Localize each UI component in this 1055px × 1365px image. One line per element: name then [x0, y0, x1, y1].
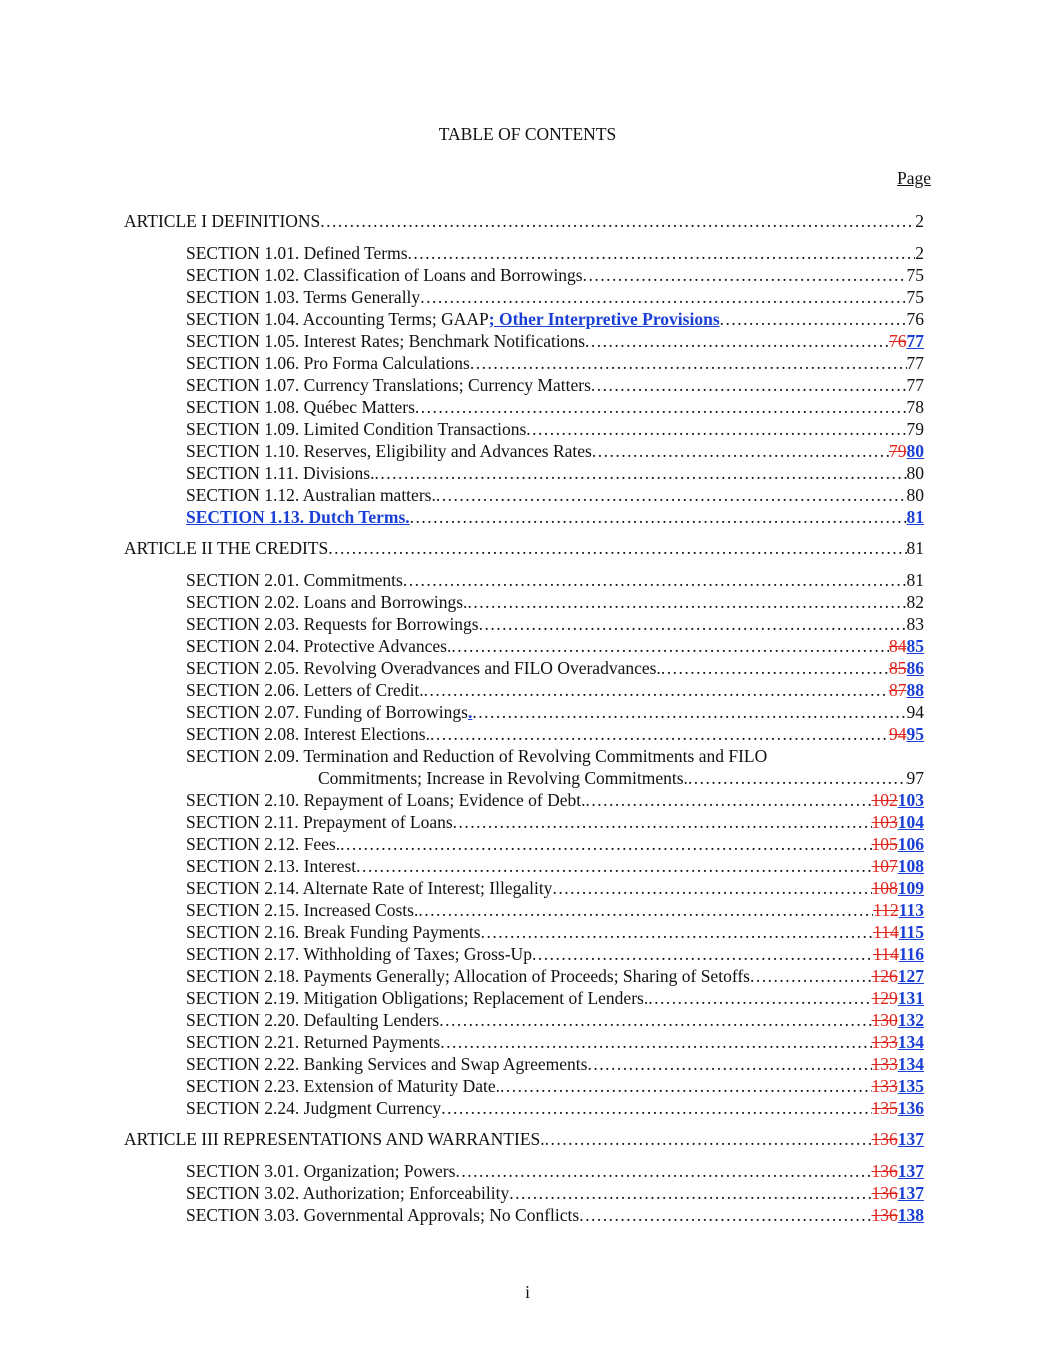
dot-leader — [470, 352, 907, 374]
toc-entry-section-1-01[interactable] — [186, 242, 924, 264]
entry-title: SECTION 1.01. Defined Terms — [186, 243, 408, 263]
toc-entry-section-3-02[interactable] — [186, 1182, 924, 1204]
toc-entry-section-2-24[interactable] — [186, 1097, 924, 1119]
page-number: 75 — [906, 287, 924, 307]
deleted-page-number: 136 — [871, 1161, 898, 1181]
inserted-page-number: 137 — [897, 1183, 924, 1203]
toc-entry-section-2-22[interactable] — [186, 1053, 924, 1075]
entry-title: SECTION 2.13. Interest — [186, 856, 357, 876]
entry-title: SECTION 2.06. Letters of Credit. — [186, 680, 424, 700]
entry-title: SECTION 1.11. Divisions. — [186, 463, 375, 483]
toc-entry-section-3-01[interactable] — [186, 1160, 924, 1182]
toc-entry-section-2-15[interactable] — [186, 899, 924, 921]
page-number: 81 — [906, 538, 924, 558]
entry-title: SECTION 1.13. Dutch Terms. — [186, 507, 410, 527]
dot-leader — [420, 286, 906, 308]
toc-entry-section-1-11[interactable] — [186, 462, 924, 484]
page-number: 81 — [906, 507, 924, 527]
dot-leader — [592, 440, 889, 462]
toc-entry-section-2-13[interactable] — [186, 855, 924, 877]
dot-leader — [436, 484, 907, 506]
entry-title: SECTION 2.12. Fees. — [186, 834, 341, 854]
toc-entry-section-1-09[interactable] — [186, 418, 924, 440]
dot-leader — [415, 396, 907, 418]
toc-entry-section-2-11[interactable] — [186, 811, 924, 833]
deleted-page-number: 105 — [871, 834, 898, 854]
inserted-page-number: 127 — [897, 966, 924, 986]
entry-title-continued: Commitments; Increase in Revolving Commitments. — [318, 768, 688, 788]
page-number: 97 — [906, 768, 924, 788]
entry-title: SECTION 2.01. Commitments — [186, 570, 403, 590]
toc-entry-article-1[interactable] — [124, 210, 924, 232]
entry-title: SECTION 1.02. Classification of Loans and Borrowings — [186, 265, 583, 285]
page-number: 81 — [906, 570, 924, 590]
entry-title: SECTION 2.05. Revolving Overadvances and FILO Overadvances. — [186, 658, 661, 678]
inserted-page-number: 134 — [897, 1054, 924, 1074]
toc-entry-article-3[interactable] — [124, 1128, 924, 1150]
toc-entry-section-2-19[interactable] — [186, 987, 924, 1009]
toc-entry-section-1-04[interactable] — [186, 308, 924, 330]
dot-leader — [552, 877, 871, 899]
dot-leader — [481, 921, 874, 943]
entry-title: SECTION 1.04. Accounting Terms; GAAP — [186, 309, 489, 329]
deleted-page-number: 136 — [871, 1183, 898, 1203]
entry-title: SECTION 2.11. Prepayment of Loans — [186, 812, 453, 832]
dot-leader — [585, 330, 889, 352]
toc-entry-section-2-05[interactable] — [186, 657, 924, 679]
dot-leader — [467, 591, 906, 613]
inserted-page-number: 106 — [897, 834, 924, 854]
toc-entry-section-2-12[interactable] — [186, 833, 924, 855]
entry-title: SECTION 2.17. Withholding of Taxes; Gross-Up — [186, 944, 532, 964]
dot-leader — [583, 264, 907, 286]
dot-leader — [579, 1204, 871, 1226]
page-number: 2 — [915, 243, 924, 263]
page-number: 94 — [906, 702, 924, 722]
dot-leader — [441, 1097, 871, 1119]
deleted-page-number: 94 — [889, 724, 907, 744]
deleted-page-number: 85 — [889, 658, 907, 678]
page-number: 77 — [906, 375, 924, 395]
toc-entry-section-2-16[interactable] — [186, 921, 924, 943]
dot-leader — [328, 537, 906, 559]
dot-leader — [472, 701, 906, 723]
dot-leader — [648, 987, 871, 1009]
toc-entry-section-2-09-line1[interactable] — [186, 745, 924, 767]
dot-leader — [688, 767, 907, 789]
dot-leader — [403, 569, 907, 591]
entry-title: SECTION 2.04. Protective Advances. — [186, 636, 452, 656]
toc-entry-section-2-17[interactable] — [186, 943, 924, 965]
dot-leader — [545, 1128, 872, 1150]
deleted-page-number: 126 — [871, 966, 898, 986]
inserted-page-number: 104 — [897, 812, 924, 832]
page-number: 83 — [906, 614, 924, 634]
entry-title: SECTION 1.06. Pro Forma Calculations — [186, 353, 470, 373]
toc-entry-section-2-07[interactable] — [186, 701, 924, 723]
dot-leader — [453, 811, 872, 833]
inserted-page-number: 131 — [897, 988, 924, 1008]
inserted-page-number: 113 — [898, 900, 924, 920]
toc-title: TABLE OF CONTENTS — [438, 124, 617, 144]
deleted-page-number: 133 — [871, 1076, 898, 1096]
inserted-page-number: 137 — [897, 1161, 924, 1181]
toc-entry-section-1-10[interactable] — [186, 440, 924, 462]
dot-leader — [451, 635, 889, 657]
page-number: 78 — [906, 397, 924, 417]
deleted-page-number: 87 — [889, 680, 907, 700]
entry-title: SECTION 1.12. Australian matters. — [186, 485, 436, 505]
dot-leader — [532, 943, 873, 965]
toc-entry-section-2-03[interactable] — [186, 613, 924, 635]
inserted-text: . — [467, 702, 473, 722]
dot-leader — [500, 1075, 872, 1097]
entry-title: SECTION 1.07. Currency Translations; Currency Matters — [186, 375, 591, 395]
inserted-page-number: 109 — [897, 878, 924, 898]
entry-title: SECTION 2.16. Break Funding Payments — [186, 922, 481, 942]
toc-entry-section-1-03[interactable] — [186, 286, 924, 308]
page-footer-number: i — [525, 1282, 530, 1302]
entry-title: SECTION 3.03. Governmental Approvals; No Conflicts — [186, 1205, 580, 1225]
page-column-label: Page — [896, 168, 931, 188]
dot-leader — [479, 613, 907, 635]
dot-leader — [374, 462, 906, 484]
dot-leader — [591, 374, 907, 396]
dot-leader — [424, 679, 889, 701]
page-number: 77 — [906, 353, 924, 373]
dot-leader — [430, 723, 889, 745]
inserted-page-number: 135 — [897, 1076, 924, 1096]
deleted-page-number: 114 — [873, 944, 899, 964]
deleted-page-number: 129 — [871, 988, 898, 1008]
page-number: 79 — [906, 419, 924, 439]
inserted-page-number: 137 — [897, 1129, 924, 1149]
toc-entry-article-2[interactable] — [124, 537, 924, 559]
deleted-page-number: 114 — [873, 922, 899, 942]
toc-entry-section-1-08[interactable] — [186, 396, 924, 418]
deleted-page-number: 112 — [873, 900, 899, 920]
toc-entry-section-2-06[interactable] — [186, 679, 924, 701]
inserted-page-number: 132 — [897, 1010, 924, 1030]
entry-title: SECTION 2.18. Payments Generally; Allocation of Proceeds; Sharing of Setoffs — [186, 966, 750, 986]
toc-entry-section-2-01[interactable] — [186, 569, 924, 591]
entry-title: SECTION 2.20. Defaulting Lenders — [186, 1010, 440, 1030]
dot-leader — [750, 965, 872, 987]
toc-entry-section-1-05[interactable] — [186, 330, 924, 352]
dot-leader — [356, 855, 871, 877]
toc-entry-section-2-18[interactable] — [186, 965, 924, 987]
dot-leader — [720, 308, 907, 330]
deleted-page-number: 102 — [871, 790, 898, 810]
page-number: 76 — [906, 309, 924, 329]
deleted-page-number: 135 — [871, 1098, 898, 1118]
inserted-text: ; Other Interpretive Provisions — [488, 309, 720, 329]
dot-leader — [509, 1182, 871, 1204]
entry-title: SECTION 1.10. Reserves, Eligibility and Advances Rates — [186, 441, 592, 461]
deleted-page-number: 108 — [871, 878, 898, 898]
inserted-page-number: 134 — [897, 1032, 924, 1052]
toc-entry-section-1-02[interactable] — [186, 264, 924, 286]
dot-leader — [439, 1009, 871, 1031]
entry-title: SECTION 1.08. Québec Matters — [186, 397, 415, 417]
toc-entry-section-2-09-line2[interactable] — [318, 767, 924, 789]
deleted-page-number: 136 — [871, 1129, 898, 1149]
entry-title: SECTION 2.10. Repayment of Loans; Evidence of Debt. — [186, 790, 586, 810]
inserted-page-number: 136 — [897, 1098, 924, 1118]
toc-entry-section-3-03[interactable] — [186, 1204, 924, 1226]
inserted-page-number: 138 — [897, 1205, 924, 1225]
page-number: 75 — [906, 265, 924, 285]
toc-entry-section-1-13[interactable] — [186, 506, 924, 528]
deleted-page-number: 136 — [871, 1205, 898, 1225]
toc-entry-section-2-08[interactable] — [186, 723, 924, 745]
entry-title: SECTION 2.15. Increased Costs. — [186, 900, 419, 920]
entry-title: ARTICLE II THE CREDITS — [124, 538, 329, 558]
inserted-page-number: 85 — [906, 636, 924, 656]
dot-leader — [455, 1160, 871, 1182]
entry-title: SECTION 1.09. Limited Condition Transactions — [186, 419, 527, 439]
toc-entry-section-1-12[interactable] — [186, 484, 924, 506]
entry-title: ARTICLE III REPRESENTATIONS AND WARRANTIES. — [124, 1129, 545, 1149]
deleted-page-number: 107 — [871, 856, 898, 876]
inserted-page-number: 95 — [906, 724, 924, 744]
deleted-page-number: 133 — [871, 1032, 898, 1052]
inserted-page-number: 86 — [906, 658, 924, 678]
inserted-page-number: 115 — [898, 922, 924, 942]
deleted-page-number: 103 — [871, 812, 898, 832]
deleted-page-number: 76 — [889, 331, 907, 351]
page-number: 80 — [906, 485, 924, 505]
deleted-page-number: 133 — [871, 1054, 898, 1074]
dot-leader — [410, 506, 907, 528]
inserted-page-number: 116 — [898, 944, 924, 964]
entry-title: SECTION 2.09. Termination and Reduction of Revolving Commitments and FILO — [186, 746, 768, 766]
entry-title: SECTION 2.22. Banking Services and Swap Agreements — [186, 1054, 588, 1074]
inserted-page-number: 77 — [906, 331, 924, 351]
inserted-page-number: 103 — [897, 790, 924, 810]
page-number: 80 — [906, 463, 924, 483]
entry-title: SECTION 3.01. Organization; Powers — [186, 1161, 456, 1181]
entry-title: SECTION 2.08. Interest Elections. — [186, 724, 430, 744]
dot-leader — [320, 210, 915, 232]
toc-entry-section-1-06[interactable] — [186, 352, 924, 374]
dot-leader — [418, 899, 873, 921]
inserted-page-number: 80 — [906, 441, 924, 461]
dot-leader — [340, 833, 871, 855]
toc-entry-section-2-04[interactable] — [186, 635, 924, 657]
entry-title: ARTICLE I DEFINITIONS — [124, 211, 321, 231]
dot-leader — [586, 789, 872, 811]
entry-title: SECTION 2.02. Loans and Borrowings. — [186, 592, 468, 612]
entry-title: SECTION 2.19. Mitigation Obligations; Replacement of Lenders. — [186, 988, 649, 1008]
toc-entry-section-2-10[interactable] — [186, 789, 924, 811]
toc-entry-section-2-20[interactable] — [186, 1009, 924, 1031]
entry-title: SECTION 3.02. Authorization; Enforceability — [186, 1183, 510, 1203]
entry-title: SECTION 2.24. Judgment Currency — [186, 1098, 442, 1118]
dot-leader — [440, 1031, 871, 1053]
entry-title: SECTION 2.21. Returned Payments — [186, 1032, 441, 1052]
inserted-page-number: 88 — [906, 680, 924, 700]
entry-title: SECTION 2.14. Alternate Rate of Interest; Illegality — [186, 878, 553, 898]
toc-entry-section-2-23[interactable] — [186, 1075, 924, 1097]
entry-title: SECTION 1.03. Terms Generally — [186, 287, 421, 307]
dot-leader — [408, 242, 916, 264]
deleted-page-number: 84 — [889, 636, 907, 656]
entry-title: SECTION 1.05. Interest Rates; Benchmark Notifications — [186, 331, 586, 351]
deleted-page-number: 130 — [871, 1010, 898, 1030]
inserted-page-number: 108 — [897, 856, 924, 876]
entry-title: SECTION 2.07. Funding of Borrowings — [186, 702, 468, 722]
dot-leader — [587, 1053, 871, 1075]
dot-leader — [661, 657, 889, 679]
page-number: 2 — [915, 211, 924, 231]
entry-title: SECTION 2.23. Extension of Maturity Date. — [186, 1076, 500, 1096]
dot-leader — [526, 418, 906, 440]
toc-entry-section-2-21[interactable] — [186, 1031, 924, 1053]
page-number: 82 — [906, 592, 924, 612]
deleted-page-number: 79 — [889, 441, 907, 461]
toc-entry-section-2-02[interactable] — [186, 591, 924, 613]
toc-entry-section-1-07[interactable] — [186, 374, 924, 396]
toc-entry-section-2-14[interactable] — [186, 877, 924, 899]
entry-title: SECTION 2.03. Requests for Borrowings — [186, 614, 479, 634]
